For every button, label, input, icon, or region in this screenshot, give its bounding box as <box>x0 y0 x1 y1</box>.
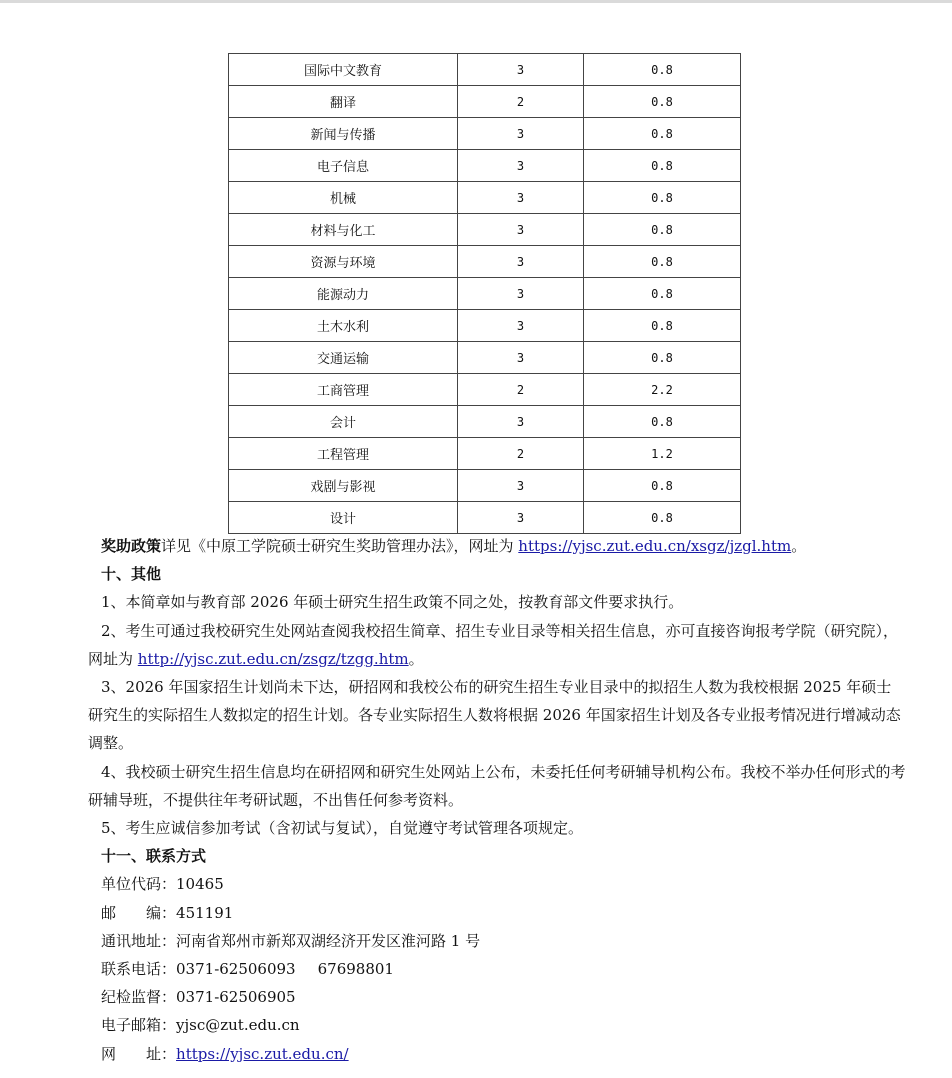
fee-cell: 0.8 <box>584 246 741 278</box>
major-name-cell: 材料与化工 <box>229 214 458 246</box>
website-label-second: 址： <box>146 1044 177 1063</box>
years-cell: 3 <box>458 342 584 374</box>
table-row <box>229 278 741 310</box>
fee-cell: 0.8 <box>584 150 741 182</box>
years-cell: 2 <box>458 86 584 118</box>
scholarship-text: 详见《中原工学院硕士研究生奖助管理办法》，网址为 <box>161 537 519 555</box>
contact-address <box>88 927 906 955</box>
major-name-cell: 新闻与传播 <box>229 118 458 150</box>
section-10-item-1: 1、本简章如与教育部 2026 年硕士研究生招生政策不同之处，按教育部文件要求执行。 <box>101 593 684 612</box>
fee-cell: 0.8 <box>584 182 741 214</box>
section-10-title: 十、其他 <box>101 565 162 584</box>
major-name-cell: 机械 <box>229 182 458 214</box>
fee-cell: 0.8 <box>584 54 741 86</box>
years-cell: 3 <box>458 502 584 534</box>
major-name-cell: 翻译 <box>229 86 458 118</box>
years-cell: 3 <box>458 278 584 310</box>
fee-cell: 0.8 <box>584 278 741 310</box>
fee-cell: 2.2 <box>584 374 741 406</box>
website-label-first: 网 <box>101 1044 117 1063</box>
postal-value: 451191 <box>176 903 234 922</box>
contact-website <box>88 1040 906 1068</box>
major-name-cell: 国际中文教育 <box>229 54 458 86</box>
section-10-item-2-end: 。 <box>408 649 424 668</box>
email-value: yjsc@zut.edu.cn <box>176 1016 300 1035</box>
major-name-cell: 工商管理 <box>229 374 458 406</box>
contact-discipline <box>88 983 906 1011</box>
scholarship-label: 奖助政策 <box>101 537 162 555</box>
section-10-item-2 <box>88 617 906 673</box>
phone-value-2: 67698801 <box>317 960 394 979</box>
table-row <box>229 342 741 374</box>
years-cell: 3 <box>458 214 584 246</box>
address-value: 河南省郑州市新郑双湖经济开发区淮河路 1 号 <box>176 931 481 950</box>
major-name-cell: 资源与环境 <box>229 246 458 278</box>
major-name-cell: 交通运输 <box>229 342 458 374</box>
years-cell: 2 <box>458 374 584 406</box>
table-row <box>229 214 741 246</box>
table-row <box>229 246 741 278</box>
major-name-cell: 戏剧与影视 <box>229 470 458 502</box>
phone-label: 联系电话： <box>101 960 177 979</box>
table-row <box>229 374 741 406</box>
years-cell: 3 <box>458 246 584 278</box>
table-row <box>229 310 741 342</box>
table-row <box>229 438 741 470</box>
years-cell: 3 <box>458 54 584 86</box>
table-row <box>229 150 741 182</box>
years-cell: 2 <box>458 438 584 470</box>
unit-code-value: 10465 <box>176 875 224 894</box>
table-row <box>229 182 741 214</box>
fee-cell: 0.8 <box>584 502 741 534</box>
fee-cell: 0.8 <box>584 342 741 374</box>
fee-table <box>228 53 741 534</box>
major-name-cell: 能源动力 <box>229 278 458 310</box>
address-label: 通讯地址： <box>101 931 177 950</box>
fee-cell: 0.8 <box>584 310 741 342</box>
major-name-cell: 工程管理 <box>229 438 458 470</box>
major-name-cell: 电子信息 <box>229 150 458 182</box>
section-10-item-5: 5、考生应诚信参加考试（含初试与复试），自觉遵守考试管理各项规定。 <box>101 819 584 838</box>
table-row <box>229 54 741 86</box>
admissions-notice-link[interactable]: http://yjsc.zut.edu.cn/zsgz/tzgg.htm <box>137 649 409 668</box>
years-cell: 3 <box>458 118 584 150</box>
table-row <box>229 502 741 534</box>
website-link[interactable]: https://yjsc.zut.edu.cn/ <box>176 1044 349 1063</box>
section-10-item-4: 4、我校硕士研究生招生信息均在研招网和研究生处网站上公布，未委托任何考研辅导机构公布。我校不举办任何形式的考研辅导班，不提供往年考研试题，不出售任何参考资料。 <box>88 762 906 809</box>
postal-label-first: 邮 <box>101 903 117 922</box>
discipline-value: 0371-62506905 <box>176 988 296 1007</box>
contact-postal-code <box>88 899 906 927</box>
email-label: 电子邮箱： <box>101 1016 177 1035</box>
unit-code-label: 单位代码： <box>101 875 177 894</box>
fee-cell: 0.8 <box>584 406 741 438</box>
section-10-item-3: 3、2026 年国家招生计划尚未下达，研招网和我校公布的研究生招生专业目录中的拟招生人数为我校根据 2025 年硕士研究生的实际招生人数拟定的招生计划。各专业实际招生人数将根据 2026 年国家招生计划及各专业报考情况进行增减动态调整。 <box>88 678 901 753</box>
years-cell: 3 <box>458 150 584 182</box>
postal-label-second: 编： <box>146 903 177 922</box>
years-cell: 3 <box>458 406 584 438</box>
years-cell: 3 <box>458 470 584 502</box>
table-row <box>229 470 741 502</box>
years-cell: 3 <box>458 310 584 342</box>
major-name-cell: 会计 <box>229 406 458 438</box>
contact-email <box>88 1011 906 1039</box>
fee-cell: 0.8 <box>584 118 741 150</box>
contact-phone <box>88 955 906 983</box>
fee-cell: 1.2 <box>584 438 741 470</box>
fee-cell: 0.8 <box>584 86 741 118</box>
discipline-label: 纪检监督： <box>101 988 177 1007</box>
table-row <box>229 86 741 118</box>
phone-value-1: 0371-62506093 <box>176 960 296 979</box>
document-body <box>88 532 906 1068</box>
years-cell: 3 <box>458 182 584 214</box>
scholarship-paragraph <box>88 532 906 560</box>
table-row <box>229 406 741 438</box>
fee-cell: 0.8 <box>584 470 741 502</box>
scholarship-end: 。 <box>791 537 807 555</box>
fee-cell: 0.8 <box>584 214 741 246</box>
table-row <box>229 118 741 150</box>
section-10-item-2-text: 2、考生可通过我校研究生处网站查阅我校招生简章、招生专业目录等相关招生信息，亦可直接咨询报考学院（研究院），网址为 <box>88 621 899 668</box>
major-name-cell: 土木水利 <box>229 310 458 342</box>
top-border <box>0 0 952 3</box>
section-11-title: 十一、联系方式 <box>101 847 207 866</box>
contact-unit-code <box>88 870 906 898</box>
major-name-cell: 设计 <box>229 502 458 534</box>
scholarship-link[interactable]: https://yjsc.zut.edu.cn/xsgz/jzgl.htm <box>518 537 792 555</box>
